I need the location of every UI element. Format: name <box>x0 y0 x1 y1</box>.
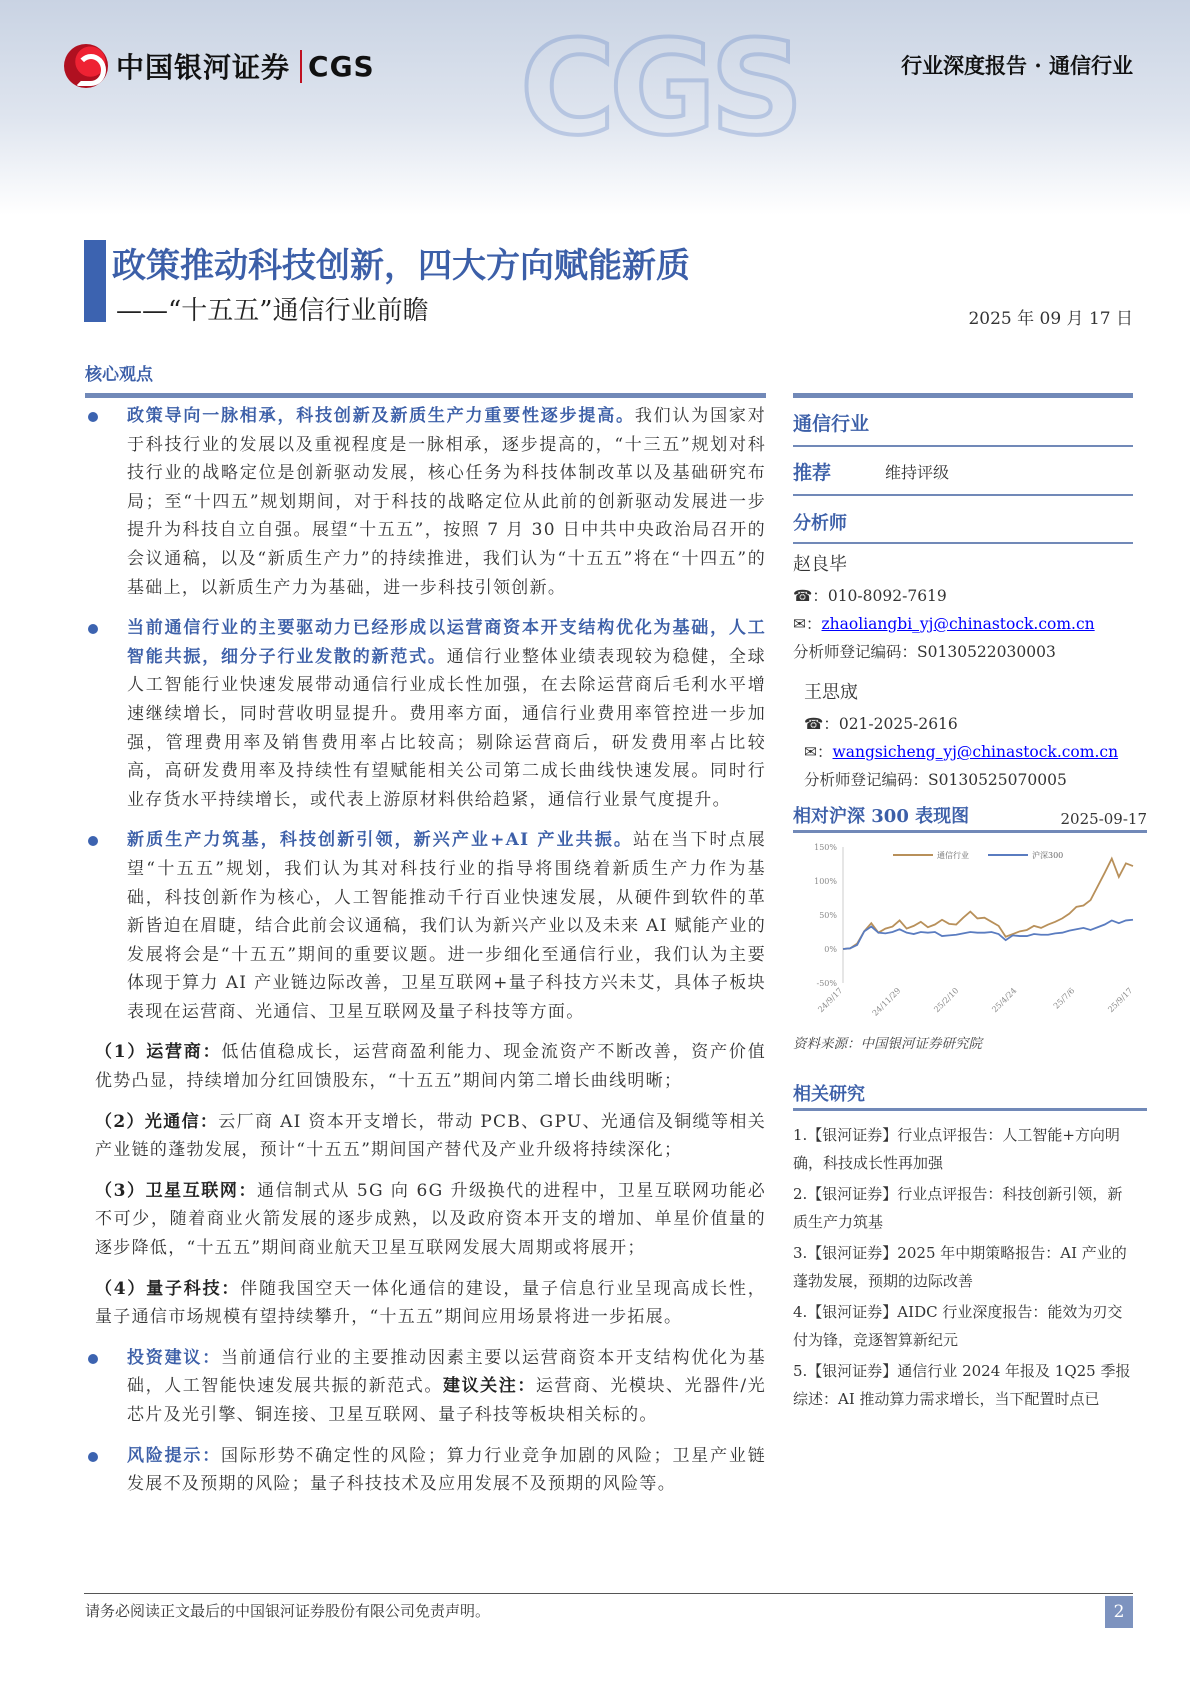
x-tick-label: 25/2/10 <box>932 986 961 1015</box>
item-body: 通信制式从 5G 向 6G 升级换代的进程中，卫星互联网功能必不可少，随着商业火箭发展的逐步成熟，以及政府资本开支的增加、单星价值量的逐步降低，“十五五”期间商业航天卫星互联网发展大周期或将展开； <box>95 1180 766 1259</box>
item-body: 伴随我国空天一体化通信的建设，量子信息行业呈现高成长性，量子通信市场规模有望持续攀升，“十五五”期间应用场景将进一步拓展。 <box>95 1278 766 1328</box>
y-tick-label: 150% <box>814 843 837 852</box>
report-type: 行业深度报告 · 通信行业 <box>901 53 1133 78</box>
legend-label: 沪深300 <box>1032 851 1064 860</box>
x-tick-label: 25/7/6 <box>1051 986 1077 1011</box>
analyst-label: 分析师 <box>793 513 847 534</box>
analyst-card: 王思宬 ☎：021-2025-2616 ✉：wangsicheng_yj@chinastock.com.cn 分析师登记编码：S0130525070005 <box>793 666 1133 794</box>
bullet-body: 站在当下时点展望“十五五”规划，我们认为其对科技行业的指导将围绕着新质生产力作为基础，科技创新作为核心，人工智能推动千行百业快速发展，从硬件到软件的革新皆迫在眉睫，结合此前会议通稿，我们认为新兴产业以及未来 AI 赋能产业的发展将会是“十五五”期间的重要议题。进一步细化至通信行业，我们认为主要体现于算力 AI 产业链边际改善，卫星互联网+量子科技方兴未艾，具体子板块表现在运营商、光通信、卫星互联网及量子科技等方面。 <box>127 830 766 1022</box>
bullet-head: 政策导向一脉相承，科技创新及新质生产力重要性逐步提高。 <box>127 406 635 426</box>
bullet-head: 风险提示： <box>127 1445 222 1466</box>
chart-header <box>793 802 1147 833</box>
analyst-phone: 010-8092-7619 <box>827 587 947 605</box>
related-item[interactable]: 3.【银河证券】2025 年中期策略报告：AI 产业的蓬勃发展，预期的边际改善 <box>793 1244 1127 1290</box>
bullet-new-productivity <box>85 826 766 1026</box>
report-subtitle: ——“十五五”通信行业前瞻 <box>116 296 429 326</box>
y-tick-label: -50% <box>816 979 837 988</box>
analyst-email-link[interactable]: wangsicheng_yj@chinastock.com.cn <box>832 743 1119 761</box>
related-item[interactable]: 5.【银河证券】通信行业 2024 年报及 1Q25 季报综述：AI 推动算力需求增长，当下配置时点已 <box>793 1362 1131 1408</box>
mail-icon: ✉ <box>804 743 817 761</box>
item-satellite <box>85 1177 766 1263</box>
report-title: 政策推动科技创新，四大方向赋能新质 <box>112 246 690 286</box>
x-tick-label: 25/4/24 <box>990 986 1019 1015</box>
chart-source: 资料来源：中国银河证券研究院 <box>793 1036 982 1052</box>
analyst-registration: 分析师登记编码：S0130522030003 <box>793 643 1056 661</box>
analyst-card: 赵良毕 ☎：010-8092-7619 ✉：zhaoliangbi_yj@chinastock.com.cn 分析师登记编码：S0130522030003 <box>793 544 1133 666</box>
industry-label: 通信行业 <box>793 413 870 435</box>
legend-label: 通信行业 <box>937 851 969 860</box>
series-line-1 <box>843 920 1133 949</box>
chart-date: 2025-09-17 <box>1060 810 1147 828</box>
item-operators <box>85 1038 766 1095</box>
item-body: 低估值稳成长，运营商盈利能力、现金流资产不断改善，资产价值优势凸显，持续增加分红回馈股东，“十五五”期间内第二增长曲线明晰； <box>95 1042 766 1092</box>
y-tick-label: 100% <box>814 877 837 886</box>
bullet-body: 当前通信行业的主要推动因素主要以运营商资本开支结构优化为基础，人工智能快速发展共振的新范式。 <box>127 1347 766 1397</box>
bullet-policy <box>85 402 766 602</box>
related-item[interactable]: 4.【银河证券】AIDC 行业深度报告：能效为刃交付为锋，竞逐智算新纪元 <box>793 1303 1123 1349</box>
phone-icon: ☎ <box>793 587 813 605</box>
related-header <box>793 1080 1147 1111</box>
x-tick-label: 24/11/29 <box>870 986 903 1018</box>
core-views <box>85 393 766 1511</box>
bullet-subhead: 建议关注： <box>442 1376 536 1397</box>
analyst-phone: 021-2025-2616 <box>838 715 958 733</box>
logo-text: 中国银河证券 <box>116 51 291 84</box>
item-head: （1）运营商： <box>95 1042 222 1063</box>
related-label: 相关研究 <box>793 1084 865 1105</box>
disclaimer: 请务必阅读正文最后的中国银河证券股份有限公司免责声明。 <box>85 1602 491 1620</box>
bullet-head: 投资建议： <box>127 1347 222 1368</box>
title-accent-bar <box>84 240 106 322</box>
item-head: （4）量子科技： <box>95 1278 241 1299</box>
item-optical <box>85 1108 766 1165</box>
x-tick-label: 24/9/17 <box>816 986 845 1015</box>
item-body: 云厂商 AI 资本开支增长，带动 PCB、GPU、光通信及铜缆等相关产业链的蓬勃发展，预计“十五五”期间国产替代及产业升级将持续深化； <box>95 1111 766 1161</box>
y-tick-label: 50% <box>819 911 837 920</box>
performance-chart <box>793 833 1147 1028</box>
phone-icon: ☎ <box>804 715 824 733</box>
bullet-risk <box>85 1442 766 1499</box>
cgs-watermark-logo: CGS <box>520 12 798 164</box>
bullet-body: 通信行业整体业绩表现较为稳健，全球人工智能行业快速发展带动通信行业成长性加强，在去除运营商后毛利水平增速继续增长，同时营收明显提升。费用率方面，通信行业费用率管控进一步加强，管理费用率及销售费用率占比较高；剔除运营商后，研发费用率占比较高，高研发费用率及持续性有望赋能相关公司第二成长曲线快速发展。同时行业存货水平持续增长，或代表上游原材料供给趋紧，通信行业景气度提升。 <box>127 646 766 810</box>
y-tick-label: 0% <box>824 945 837 954</box>
bullet-body: 运营商、光模块、光器件/光芯片及光引擎、铜连接、卫星互联网、量子科技等板块相关标的。 <box>127 1376 766 1425</box>
related-item[interactable]: 1.【银河证券】行业点评报告：人工智能+方向明确，科技成长性再加强 <box>793 1126 1120 1172</box>
sidebar <box>793 393 1147 1416</box>
item-head: （3）卫星互联网： <box>95 1180 258 1201</box>
bullet-head: 当前通信行业的主要驱动力已经形成以运营商资本开支结构优化为基础，人工智能共振，细分子行业发散的新范式。 <box>127 618 766 667</box>
bullet-body: 我们认为国家对于科技行业的发展以及重视程度是一脉相承，逐步提高的，“十三五”规划对科技行业的战略定位是创新驱动发展，核心任务为科技体制改革以及基础研究布局；至“十四五”规划期间，对于科技的战略定位从此前的创新驱动发展进一步提升为科技自立自强。展望“十五五”，按照 7 月 30 日中共中央政治局召开的会议通稿，以及“新质生产力”的持续推进，我们认为“十五五”将在“十四五”的基础上，以新质生产力为基础，进一步科技引领创新。 <box>127 406 766 598</box>
rating-label: 推荐 <box>793 462 832 484</box>
analyst-name: 王思宬 <box>804 682 858 703</box>
item-quantum <box>85 1275 766 1332</box>
report-date: 2025 年 09 月 17 日 <box>968 309 1133 329</box>
bullet-drivers <box>85 614 766 814</box>
analyst-name: 赵良毕 <box>793 554 847 575</box>
bullet-head: 新质生产力筑基，科技创新引领，新兴产业+AI 产业共振。 <box>127 830 634 851</box>
series-line-0 <box>843 859 1133 949</box>
core-view-label: 核心观点 <box>85 365 153 385</box>
item-head: （2）光通信： <box>95 1111 219 1132</box>
logo-cgs: CGS <box>300 50 375 83</box>
bullet-body: 国际形势不确定性的风险；算力行业竞争加剧的风险；卫星产业链发展不及预期的风险；量子科技技术及应用发展不及预期的风险等。 <box>127 1445 766 1495</box>
x-tick-label: 25/9/17 <box>1106 986 1135 1015</box>
footer-divider <box>84 1593 1133 1594</box>
chart-title: 相对沪深 300 表现图 <box>793 806 970 827</box>
related-item[interactable]: 2.【银河证券】行业点评报告：科技创新引领，新质生产力筑基 <box>793 1185 1123 1231</box>
company-logo <box>64 44 375 88</box>
rating-value: 维持评级 <box>885 463 950 482</box>
mail-icon: ✉ <box>793 615 806 633</box>
page-number: 2 <box>1105 1596 1133 1628</box>
logo-icon <box>64 44 108 88</box>
analyst-email-link[interactable]: zhaoliangbi_yj@chinastock.com.cn <box>821 615 1095 633</box>
bullet-investment <box>85 1344 766 1430</box>
analyst-registration: 分析师登记编码：S0130525070005 <box>804 771 1067 789</box>
